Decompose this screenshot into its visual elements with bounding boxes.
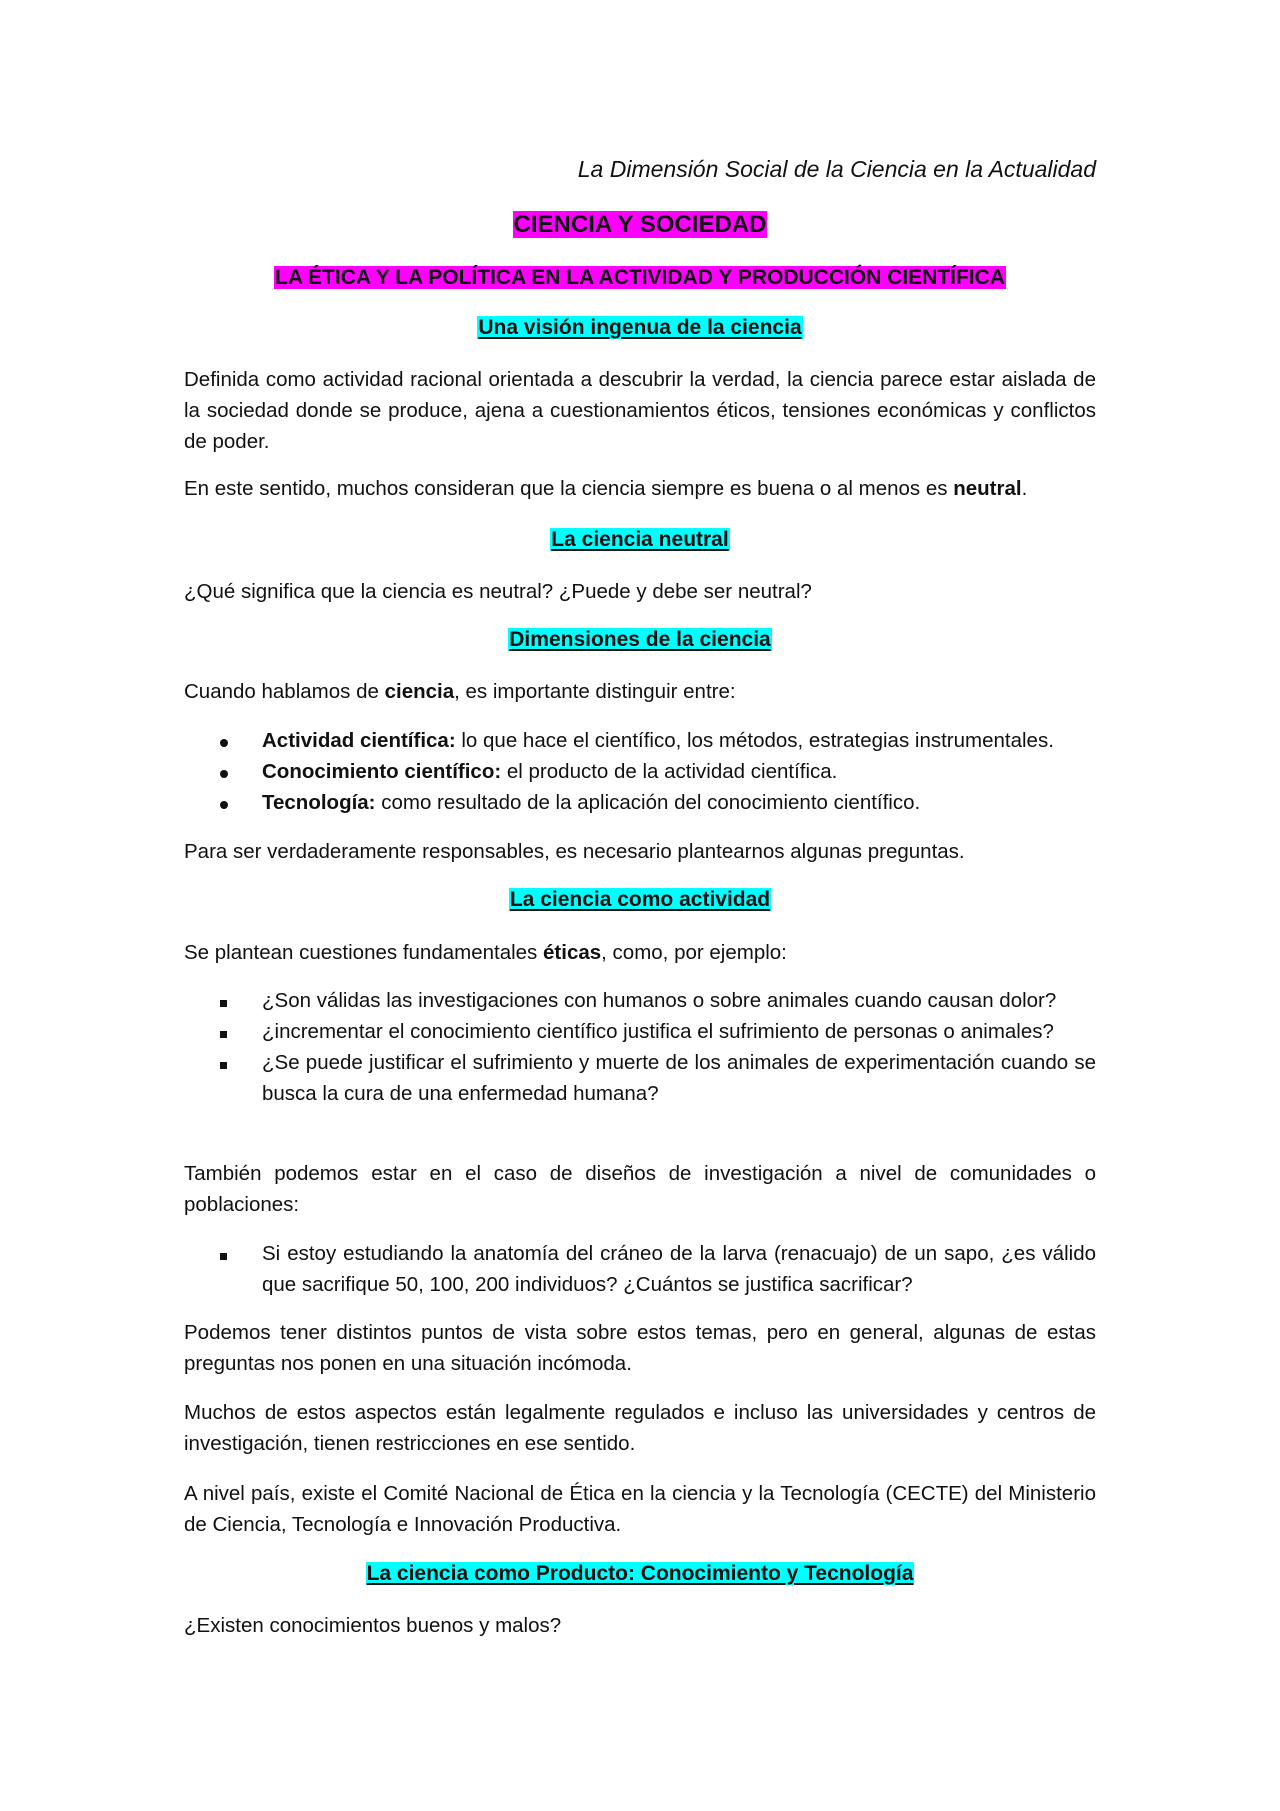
list-item: [184, 1238, 1096, 1300]
list-item-text: ¿incrementar el conocimiento científico justifica el sufrimiento de personas o animales?: [262, 1020, 1054, 1043]
text-run: En este sentido, muchos consideran que la ciencia siempre es buena o al menos es: [184, 477, 954, 500]
text-run: .: [1021, 477, 1028, 500]
main-title: [184, 209, 1096, 241]
bullet-square-icon: [220, 1238, 240, 1269]
section-heading-vision-ingenua: [184, 314, 1096, 342]
subtitle: [184, 264, 1096, 292]
paragraph: Definida como actividad racional orientada a descubrir la verdad, la ciencia parece estar aislada de la sociedad donde se produce, ajena a cuestionamientos éticos, tensiones económicas y conflictos de poder.: [184, 368, 1096, 453]
section-heading-text: La ciencia como actividad: [509, 888, 771, 911]
list-item: [184, 1016, 1096, 1047]
paragraph: [184, 937, 1096, 968]
list-item: [184, 1047, 1096, 1109]
list-item: [184, 787, 1096, 818]
list-item-text: ¿Se puede justificar el sufrimiento y muerte de los animales de experimentación cuando se busca la cura de una enfermedad humana?: [262, 1051, 1096, 1105]
paragraph: Muchos de estos aspectos están legalmente regulados e incluso las universidades y centros de investigación, tienen restricciones en ese sentido.: [184, 1401, 1096, 1455]
paragraph: [184, 473, 1096, 504]
list-item-text: Si estoy estudiando la anatomía del cráneo de la larva (renacuajo) de un sapo, ¿es válido que sacrifique 50, 100, 200 individuos? ¿Cuántos se justifica sacrificar?: [262, 1242, 1096, 1296]
bullet-square-icon: [220, 1047, 240, 1078]
section-heading-text: Una visión ingenua de la ciencia: [478, 316, 802, 339]
bullet-square-icon: [220, 1016, 240, 1047]
section-heading-dimensiones: [184, 626, 1096, 654]
section-heading-actividad: [184, 886, 1096, 914]
text-run: , como, por ejemplo:: [601, 941, 787, 964]
list-item-text: lo que hace el científico, los métodos, estrategias instrumentales.: [455, 729, 1054, 752]
list-item-term: Tecnología:: [262, 791, 376, 814]
paragraph: ¿Qué significa que la ciencia es neutral? ¿Puede y debe ser neutral?: [184, 580, 812, 603]
text-run: , es importante distinguir entre:: [454, 680, 736, 703]
paragraph: ¿Existen conocimientos buenos y malos?: [184, 1614, 562, 1637]
section-heading-producto: [184, 1560, 1096, 1588]
bullet-dot-icon: [220, 725, 240, 756]
list-item-text: el producto de la actividad científica.: [501, 760, 838, 783]
list-item-term: Conocimiento científico:: [262, 760, 502, 783]
subtitle-text: LA ÉTICA Y LA POLÍTICA EN LA ACTIVIDAD Y PRODUCCIÓN CIENTÍFICA: [275, 266, 1005, 289]
list-item-term: Actividad científica:: [262, 729, 456, 752]
dimensions-list: [184, 725, 1096, 818]
list-item-text: como resultado de la aplicación del conocimiento científico.: [375, 791, 921, 814]
paragraph: [184, 676, 1096, 707]
text-run: Cuando hablamos de: [184, 680, 385, 703]
population-questions-list: [184, 1238, 1096, 1300]
list-item: [184, 725, 1096, 756]
bullet-square-icon: [220, 985, 240, 1016]
paragraph: Podemos tener distintos puntos de vista sobre estos temas, pero en general, algunas de estas preguntas nos ponen en una situación incómoda.: [184, 1321, 1096, 1375]
bold-term: éticas: [543, 941, 602, 964]
list-item-text: ¿Son válidas las investigaciones con humanos o sobre animales cuando causan dolor?: [262, 989, 1057, 1012]
section-heading-ciencia-neutral: [184, 526, 1096, 554]
section-heading-text: La ciencia neutral: [551, 528, 729, 551]
bullet-dot-icon: [220, 787, 240, 818]
paragraph: También podemos estar en el caso de diseños de investigación a nivel de comunidades o poblaciones:: [184, 1162, 1096, 1216]
paragraph: A nivel país, existe el Comité Nacional de Ética en la ciencia y la Tecnología (CECTE) del Ministerio de Ciencia, Tecnología e Innovación Productiva.: [184, 1482, 1096, 1536]
running-title: La Dimensión Social de la Ciencia en la Actualidad: [577, 156, 1096, 182]
bold-term: neutral: [953, 477, 1022, 500]
bullet-dot-icon: [220, 756, 240, 787]
section-heading-text: Dimensiones de la ciencia: [509, 628, 771, 651]
section-heading-text: La ciencia como Producto: Conocimiento y Tecnología: [366, 1562, 914, 1585]
list-item: [184, 985, 1096, 1016]
ethics-questions-list: [184, 985, 1096, 1109]
main-title-text: CIENCIA Y SOCIEDAD: [513, 211, 767, 238]
paragraph: Para ser verdaderamente responsables, es necesario plantearnos algunas preguntas.: [184, 840, 965, 863]
bold-term: ciencia: [384, 680, 455, 703]
list-item: [184, 756, 1096, 787]
text-run: Se plantean cuestiones fundamentales: [184, 941, 544, 964]
